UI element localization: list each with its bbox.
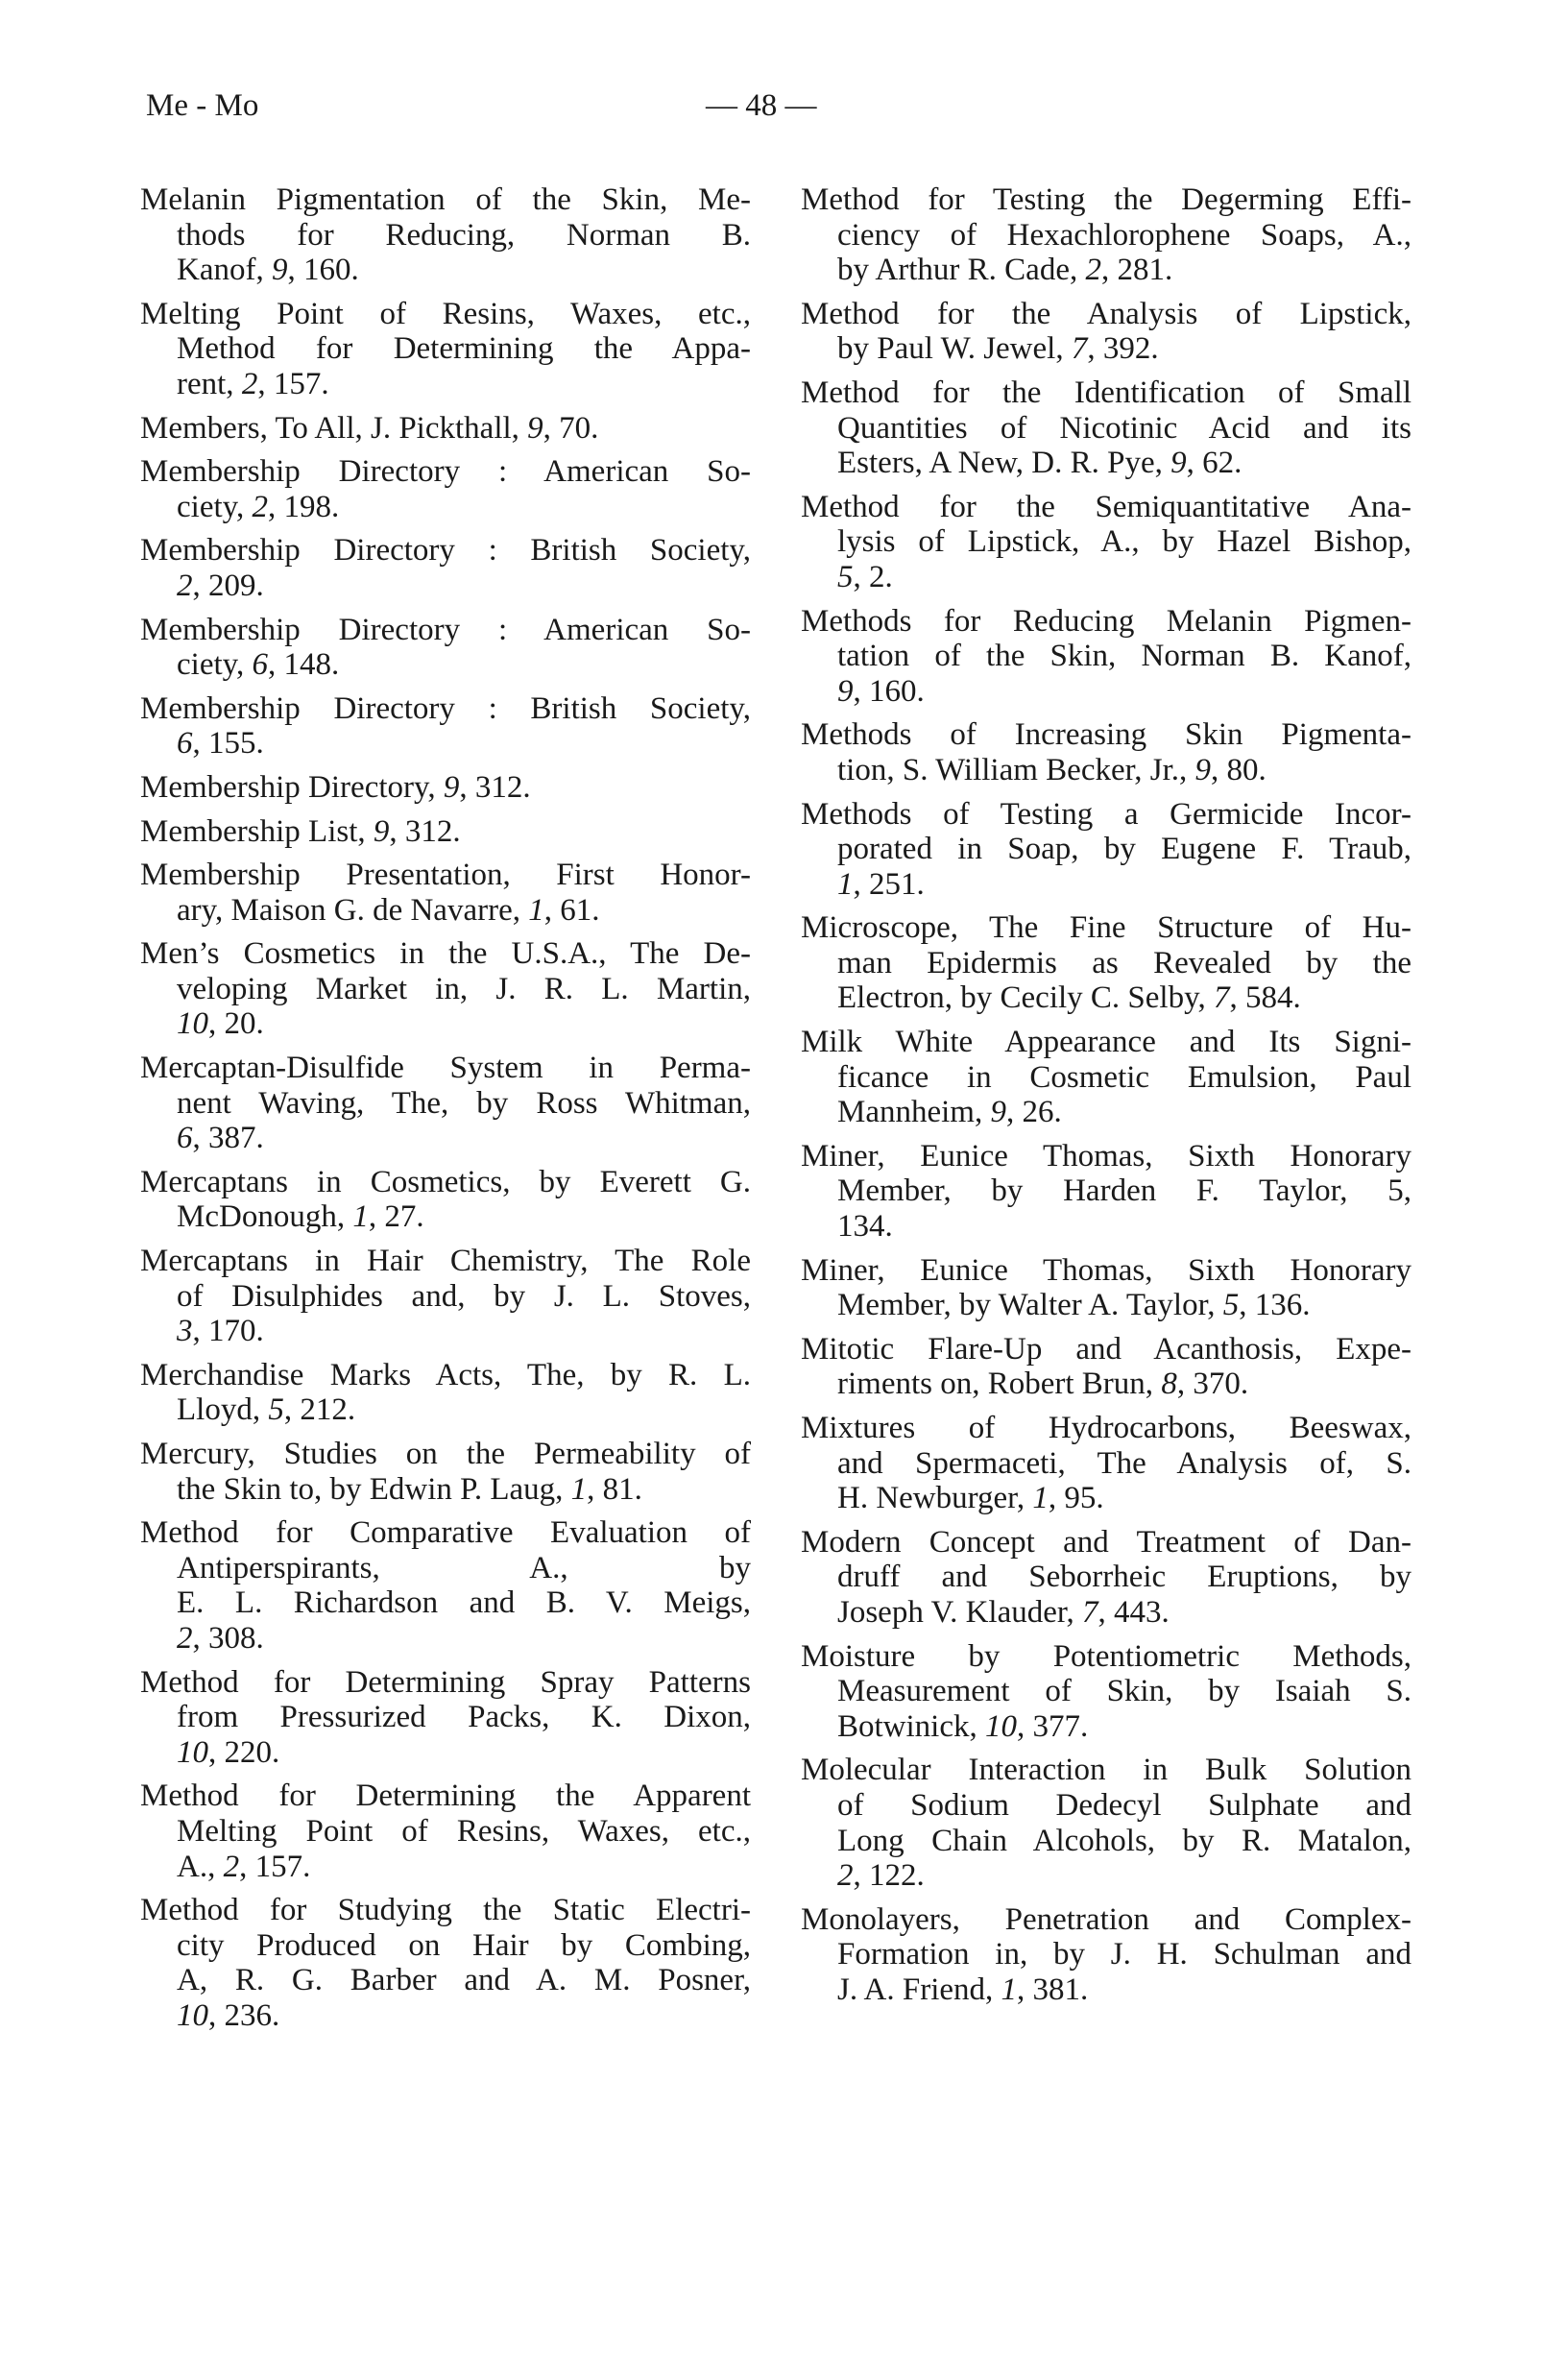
- entry-line: Antiperspirants, A., by: [177, 1550, 751, 1585]
- index-entry: [801, 910, 1411, 1016]
- page-reference: , 387.: [192, 1121, 264, 1156]
- volume-number: 10: [177, 1734, 208, 1770]
- entry-line: and Spermaceti, The Analysis of, S.: [837, 1445, 1411, 1481]
- page-reference: , 20.: [208, 1006, 264, 1042]
- index-entry: [801, 1639, 1411, 1745]
- index-entry: [801, 490, 1411, 595]
- page-reference: , 312.: [459, 769, 531, 805]
- volume-number: 10: [177, 1006, 208, 1042]
- entry-text: J. A. Friend,: [837, 1972, 1001, 2007]
- entry-citation-line: [140, 1199, 751, 1235]
- page-reference: , 26.: [1005, 1095, 1062, 1130]
- page-reference: , 95.: [1048, 1481, 1104, 1516]
- entry-line: Milk White Appearance and Its Signi-: [801, 1025, 1411, 1060]
- page-reference: , 212.: [283, 1392, 356, 1428]
- entry-line: Mitotic Flare-Up and Acanthosis, Expe-: [801, 1331, 1411, 1367]
- volume-number: 9: [373, 813, 390, 849]
- volume-number: 6: [252, 647, 268, 683]
- entry-text: the Skin to, by Edwin P. Laug,: [177, 1471, 571, 1507]
- volume-number: 2: [837, 1858, 854, 1894]
- index-entry: [801, 1753, 1411, 1893]
- entry-citation-line: [140, 726, 751, 762]
- index-entry: [140, 770, 751, 806]
- index-entry: [140, 1358, 751, 1428]
- index-entry: [801, 1025, 1411, 1130]
- entry-line: Mercury, Studies on the Permeability of: [140, 1437, 751, 1471]
- page-reference: , 381.: [1017, 1972, 1089, 2007]
- entry-line: Mercaptans in Hair Chemistry, The Role: [140, 1244, 751, 1279]
- page-reference: , 80.: [1211, 752, 1266, 787]
- entry-line: lysis of Lipstick, A., by Hazel Bishop,: [837, 524, 1411, 560]
- index-entry: [801, 1332, 1411, 1402]
- entry-line: Microscope, The Fine Structure of Hu-: [801, 910, 1411, 946]
- index-entry: [801, 717, 1411, 787]
- entry-line: Method for Determining the Appa-: [177, 331, 751, 367]
- entry-line: Moisture by Potentiometric Methods,: [801, 1638, 1411, 1674]
- entry-citation-line: [140, 814, 751, 850]
- entry-citation-line: [801, 753, 1411, 788]
- index-entry: [140, 936, 751, 1042]
- entry-line: thods for Reducing, Norman B.: [177, 217, 751, 253]
- entry-line: Method for Studying the Static Electri-: [140, 1893, 751, 1928]
- volume-number: 2: [252, 489, 268, 524]
- index-entry: [801, 297, 1411, 367]
- entry-line: ficance in Cosmetic Emulsion, Paul: [837, 1059, 1411, 1095]
- entry-citation-line: [801, 560, 1411, 595]
- volume-number: 2: [241, 366, 258, 401]
- entry-citation-line: [140, 1392, 751, 1428]
- page-reference: , 70.: [543, 410, 599, 446]
- entry-line: Method for the Identification of Small: [801, 375, 1411, 410]
- volume-number: 1: [528, 892, 544, 928]
- entry-citation-line: [140, 893, 751, 929]
- entry-line: Mercaptans in Cosmetics, by Everett G.: [140, 1164, 751, 1199]
- entry-text: ciety,: [177, 489, 253, 524]
- volume-number: 3: [177, 1314, 193, 1349]
- entry-citation-line: [140, 253, 751, 288]
- entry-line: Methods of Testing a Germicide Incor-: [801, 796, 1411, 832]
- page-reference: , 160.: [853, 673, 925, 709]
- entry-line: Mixtures of Hydrocarbons, Beeswax,: [801, 1411, 1411, 1445]
- entry-line: Melting Point of Resins, Waxes, etc.,: [177, 1813, 751, 1849]
- entry-line: Monolayers, Penetration and Complex-: [801, 1901, 1411, 1937]
- entry-citation-line: [801, 1288, 1411, 1323]
- page-reference: , 377.: [1017, 1708, 1089, 1744]
- entry-text: tion, S. William Becker, Jr.,: [837, 752, 1195, 787]
- volume-number: 9: [443, 769, 460, 805]
- index-entry: [140, 297, 751, 402]
- entry-line: nent Waving, The, by Ross Whitman,: [177, 1085, 751, 1121]
- page-reference: , 236.: [208, 1997, 280, 2033]
- volume-number: 9: [1170, 446, 1187, 481]
- entry-citation-line: [801, 980, 1411, 1016]
- page-reference: , 251.: [853, 866, 925, 902]
- entry-citation-line: [801, 331, 1411, 367]
- entry-line: Mercaptan-Disulfide System in Perma-: [140, 1051, 751, 1086]
- entry-text: Kanof,: [177, 253, 272, 288]
- entry-line: Formation in, by J. H. Schulman and: [837, 1937, 1411, 1972]
- entry-citation-line: [140, 1621, 751, 1657]
- volume-number: 5: [837, 559, 854, 594]
- entry-line: Men’s Cosmetics in the U.S.A., The De-: [140, 936, 751, 972]
- entry-line: Membership Directory : American So-: [140, 612, 751, 647]
- volume-number: 1: [352, 1199, 369, 1235]
- entry-line: Long Chain Alcohols, by R. Matalon,: [837, 1823, 1411, 1858]
- entry-text: Membership List,: [140, 813, 374, 849]
- volume-number: 8: [1161, 1367, 1177, 1402]
- index-entry: [140, 411, 751, 447]
- entry-citation-line: [801, 1209, 1411, 1245]
- index-entry: [140, 613, 751, 683]
- page-reference: , 160.: [287, 253, 359, 288]
- volume-number: 6: [177, 726, 193, 762]
- entry-line: Membership Directory : British Society,: [140, 690, 751, 726]
- entry-line: Methods of Increasing Skin Pigmenta-: [801, 717, 1411, 753]
- entry-line: from Pressurized Packs, K. Dixon,: [177, 1700, 751, 1735]
- entry-line: porated in Soap, by Eugene F. Traub,: [837, 832, 1411, 867]
- volume-number: 10: [177, 1997, 208, 2033]
- entry-line: Membership Presentation, First Honor-: [140, 858, 751, 893]
- index-entry: [801, 1902, 1411, 2008]
- index-entry: [140, 1244, 751, 1349]
- entry-citation-line: [801, 1709, 1411, 1745]
- volume-number: 2: [177, 568, 193, 603]
- entry-text: 134.: [837, 1209, 893, 1245]
- volume-number: 2: [223, 1849, 240, 1884]
- entry-text: rent,: [177, 366, 242, 401]
- entry-line: of Sodium Dedecyl Sulphate and: [837, 1787, 1411, 1823]
- entry-text: ciety,: [177, 647, 253, 683]
- page-reference: , 62.: [1186, 446, 1242, 481]
- entry-citation-line: [801, 867, 1411, 903]
- entry-text: riments on, Robert Brun,: [837, 1367, 1162, 1402]
- volume-number: 9: [990, 1095, 1006, 1130]
- entry-line: A, R. G. Barber and A. M. Posner,: [177, 1963, 751, 1998]
- entry-line: Methods for Reducing Melanin Pigmen-: [801, 603, 1411, 639]
- running-head: Me - Mo: [146, 88, 259, 123]
- entry-citation-line: [801, 1858, 1411, 1894]
- volume-number: 7: [1213, 980, 1230, 1016]
- index-entry: [801, 375, 1411, 481]
- page-reference: , 27.: [368, 1199, 424, 1235]
- entry-line: Molecular Interaction in Bulk Solution: [801, 1753, 1411, 1788]
- entry-citation-line: [801, 1095, 1411, 1130]
- entry-line: Measurement of Skin, by Isaiah S.: [837, 1674, 1411, 1709]
- index-entry: [140, 1437, 751, 1507]
- index-column-left: [140, 182, 751, 2043]
- index-entry: [140, 858, 751, 928]
- index-entry: [140, 454, 751, 524]
- index-entry: [140, 1778, 751, 1884]
- entry-text: McDonough,: [177, 1199, 353, 1235]
- entry-citation-line: [801, 446, 1411, 481]
- entry-text: Member, by Walter A. Taylor,: [837, 1288, 1223, 1323]
- entry-text: Membership Directory,: [140, 769, 444, 805]
- volume-number: 2: [177, 1620, 193, 1656]
- page-reference: , 281.: [1100, 253, 1173, 288]
- index-entry: [140, 1665, 751, 1771]
- entry-citation-line: [140, 1472, 751, 1508]
- entry-line: city Produced on Hair by Combing,: [177, 1927, 751, 1963]
- entry-citation-line: [140, 1850, 751, 1885]
- entry-text: by Paul W. Jewel,: [837, 331, 1072, 367]
- index-entry: [140, 182, 751, 288]
- page-number: — 48 —: [706, 88, 817, 123]
- entry-citation-line: [140, 1998, 751, 2034]
- entry-citation-line: [140, 770, 751, 806]
- entry-line: Miner, Eunice Thomas, Sixth Honorary: [801, 1252, 1411, 1288]
- index-column-right: [801, 182, 1411, 2017]
- entry-line: E. L. Richardson and B. V. Meigs,: [177, 1585, 751, 1621]
- volume-number: 10: [985, 1708, 1017, 1744]
- entry-line: man Epidermis as Revealed by the: [837, 945, 1411, 980]
- volume-number: 5: [268, 1392, 284, 1428]
- entry-line: of Disulphides and, by J. L. Stoves,: [177, 1278, 751, 1314]
- page-reference: , 443.: [1098, 1594, 1170, 1630]
- index-entry: [140, 1165, 751, 1235]
- volume-number: 6: [177, 1121, 193, 1156]
- entry-line: druff and Seborrheic Eruptions, by: [837, 1560, 1411, 1595]
- entry-line: Modern Concept and Treatment of Dan-: [801, 1524, 1411, 1560]
- volume-number: 1: [837, 866, 854, 902]
- index-entry: [801, 1411, 1411, 1516]
- entry-text: Botwinick,: [837, 1708, 985, 1744]
- page-reference: , 220.: [208, 1734, 280, 1770]
- page-reference: , 170.: [192, 1314, 264, 1349]
- index-entry: [140, 1893, 751, 2033]
- index-entry: [801, 1139, 1411, 1245]
- entry-citation-line: [140, 647, 751, 683]
- entry-citation-line: [140, 411, 751, 447]
- entry-line: Melanin Pigmentation of the Skin, Me-: [140, 182, 751, 217]
- page-reference: , 2.: [853, 559, 893, 594]
- volume-number: 1: [1032, 1481, 1049, 1516]
- entry-citation-line: [140, 569, 751, 604]
- entry-text: Electron, by Cecily C. Selby,: [837, 980, 1214, 1016]
- volume-number: 7: [1071, 331, 1088, 367]
- page-reference: , 198.: [268, 489, 340, 524]
- entry-text: Joseph V. Klauder,: [837, 1594, 1083, 1630]
- volume-number: 9: [837, 673, 854, 709]
- entry-line: Membership Directory : American So-: [140, 454, 751, 490]
- volume-number: 9: [271, 253, 288, 288]
- entry-line: Quantities of Nicotinic Acid and its: [837, 410, 1411, 446]
- volume-number: 1: [1001, 1972, 1018, 2007]
- entry-line: Method for the Analysis of Lipstick,: [801, 296, 1411, 331]
- volume-number: 7: [1082, 1594, 1098, 1630]
- entry-text: ary, Maison G. de Navarre,: [177, 892, 529, 928]
- page-reference: , 157.: [257, 366, 329, 401]
- entry-citation-line: [140, 1735, 751, 1771]
- entry-line: Method for Determining the Apparent: [140, 1778, 751, 1814]
- entry-line: Membership Directory : British Society,: [140, 533, 751, 569]
- volume-number: 9: [527, 410, 543, 446]
- index-entry: [140, 1051, 751, 1156]
- entry-citation-line: [140, 490, 751, 525]
- entry-text: Mannheim,: [837, 1095, 991, 1130]
- entry-text: A.,: [177, 1849, 224, 1884]
- page-reference: , 122.: [853, 1858, 925, 1894]
- entry-text: Members, To All, J. Pickthall,: [140, 410, 528, 446]
- page-reference: , 157.: [239, 1849, 311, 1884]
- volume-number: 5: [1222, 1288, 1240, 1323]
- entry-citation-line: [801, 1481, 1411, 1516]
- page-reference: , 312.: [389, 813, 461, 849]
- entry-citation-line: [801, 1367, 1411, 1402]
- page-reference: , 370.: [1176, 1367, 1249, 1402]
- index-entry: [140, 814, 751, 850]
- page-reference: , 584.: [1229, 980, 1301, 1016]
- entry-line: veloping Market in, J. R. L. Martin,: [177, 971, 751, 1006]
- entry-citation-line: [140, 1314, 751, 1349]
- entry-line: Merchandise Marks Acts, The, by R. L.: [140, 1357, 751, 1392]
- entry-citation-line: [140, 1121, 751, 1156]
- page-reference: , 136.: [1239, 1288, 1311, 1323]
- entry-citation-line: [801, 253, 1411, 288]
- index-entry: [801, 1525, 1411, 1631]
- index-entry: [140, 691, 751, 762]
- entry-citation-line: [140, 1006, 751, 1042]
- entry-citation-line: [801, 1595, 1411, 1631]
- entry-line: Melting Point of Resins, Waxes, etc.,: [140, 296, 751, 331]
- page-reference: , 148.: [268, 647, 340, 683]
- volume-number: 2: [1085, 253, 1101, 288]
- entry-line: Method for Testing the Degerming Effi-: [801, 182, 1411, 217]
- page-reference: , 81.: [587, 1471, 642, 1507]
- index-entry: [801, 604, 1411, 710]
- entry-line: Method for Comparative Evaluation of: [140, 1515, 751, 1551]
- entry-line: Method for Determining Spray Patterns: [140, 1664, 751, 1700]
- entry-line: ciency of Hexachlorophene Soaps, A.,: [837, 217, 1411, 253]
- volume-number: 1: [570, 1471, 588, 1507]
- entry-text: by Arthur R. Cade,: [837, 253, 1086, 288]
- index-entry: [140, 533, 751, 603]
- index-entry: [140, 1515, 751, 1656]
- index-entry: [801, 797, 1411, 903]
- page-reference: , 308.: [192, 1620, 264, 1656]
- entry-line: Miner, Eunice Thomas, Sixth Honorary: [801, 1138, 1411, 1173]
- index-entry: [801, 182, 1411, 288]
- entry-text: Esters, A New, D. R. Pye,: [837, 446, 1171, 481]
- volume-number: 9: [1194, 752, 1212, 787]
- entry-citation-line: [801, 674, 1411, 710]
- page-reference: , 392.: [1087, 331, 1159, 367]
- entry-text: Lloyd,: [177, 1392, 269, 1428]
- page-reference: , 155.: [192, 726, 264, 762]
- entry-citation-line: [801, 1972, 1411, 2008]
- entry-line: tation of the Skin, Norman B. Kanof,: [837, 639, 1411, 674]
- entry-citation-line: [140, 367, 751, 402]
- index-entry: [801, 1253, 1411, 1323]
- page-reference: , 209.: [192, 568, 264, 603]
- entry-line: Member, by Harden F. Taylor, 5,: [837, 1173, 1411, 1209]
- entry-line: Method for the Semiquantitative Ana-: [801, 489, 1411, 524]
- page-reference: , 61.: [543, 892, 600, 928]
- entry-text: H. Newburger,: [837, 1481, 1033, 1516]
